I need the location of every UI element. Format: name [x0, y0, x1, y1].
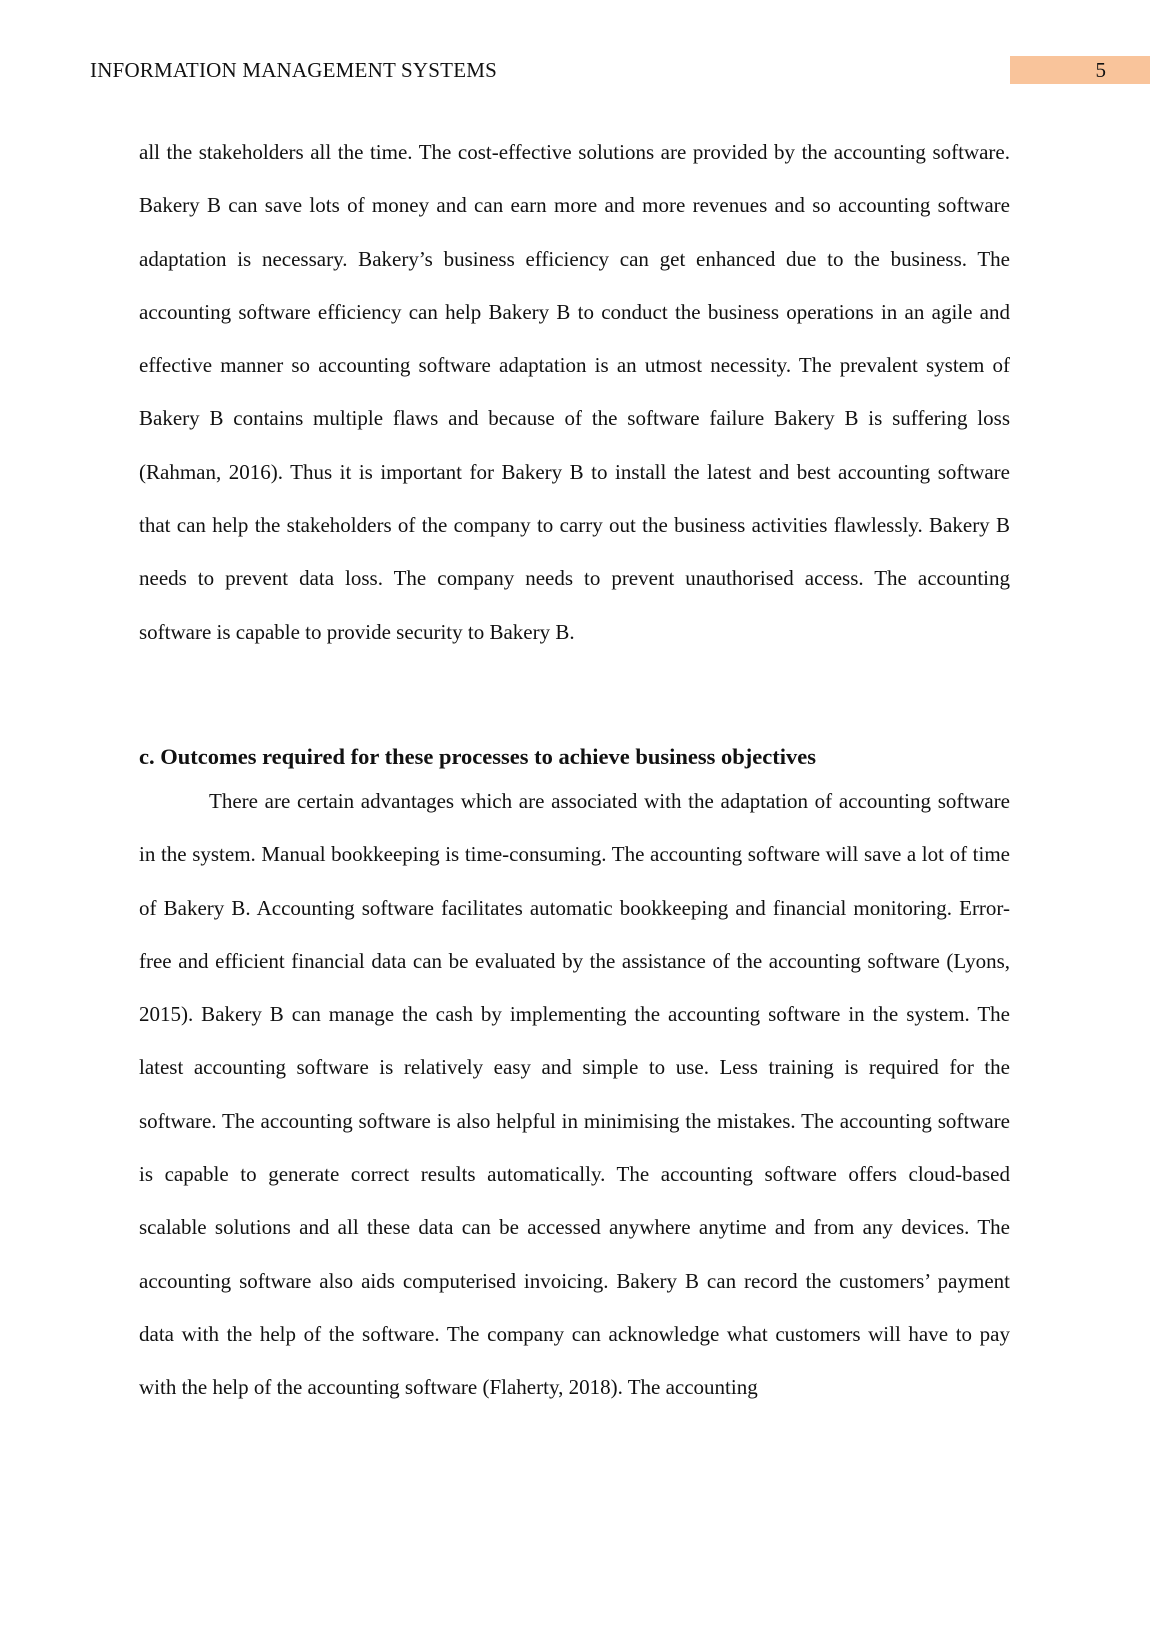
page-number-highlight	[1010, 56, 1150, 84]
section-heading: c. Outcomes required for these processes to achieve business objectives	[139, 744, 816, 769]
page-number: 5	[1095, 58, 1106, 82]
running-head-title: INFORMATION MANAGEMENT SYSTEMS	[90, 58, 497, 82]
body-paragraph-1: all the stakeholders all the time. The cost-effective solutions are provided by the accounting software. Bakery B can save lots of money and can earn more and more revenues and so accounting software adaptation is necessary. Bakery’s business efficiency can get enhanced due to the business. The accounting software efficiency can help Bakery B to conduct the business operations in an agile and effective manner so accounting software adaptation is an utmost necessity. The prevalent system of Bakery B contains multiple flaws and because of the software failure Bakery B is suffering loss (Rahman, 2016). Thus it is important for Bakery B to install the latest and best accounting software that can help the stakeholders of the company to carry out the business activities flawlessly. Bakery B needs to prevent data loss. The company needs to prevent unauthorised access. The accounting software is capable to provide security to Bakery B.	[139, 140, 1010, 644]
body-paragraph-2: There are certain advantages which are associated with the adaptation of accounting software in the system. Manual bookkeeping is time-consuming. The accounting software will save a lot of time of Bakery B. Accounting software facilitates automatic bookkeeping and financial monitoring. Error-free and efficient financial data can be evaluated by the assistance of the accounting software (Lyons, 2015). Bakery B can manage the cash by implementing the accounting software in the system. The latest accounting software is relatively easy and simple to use. Less training is required for the software. The accounting software is also helpful in minimising the mistakes. The accounting software is capable to generate correct results automatically. The accounting software offers cloud-based scalable solutions and all these data can be accessed anywhere anytime and from any devices. The accounting software also aids computerised invoicing. Bakery B can record the customers’ payment data with the help of the software. The company can acknowledge what customers will have to pay with the help of the accounting software (Flaherty, 2018). The accounting	[139, 789, 1010, 1400]
